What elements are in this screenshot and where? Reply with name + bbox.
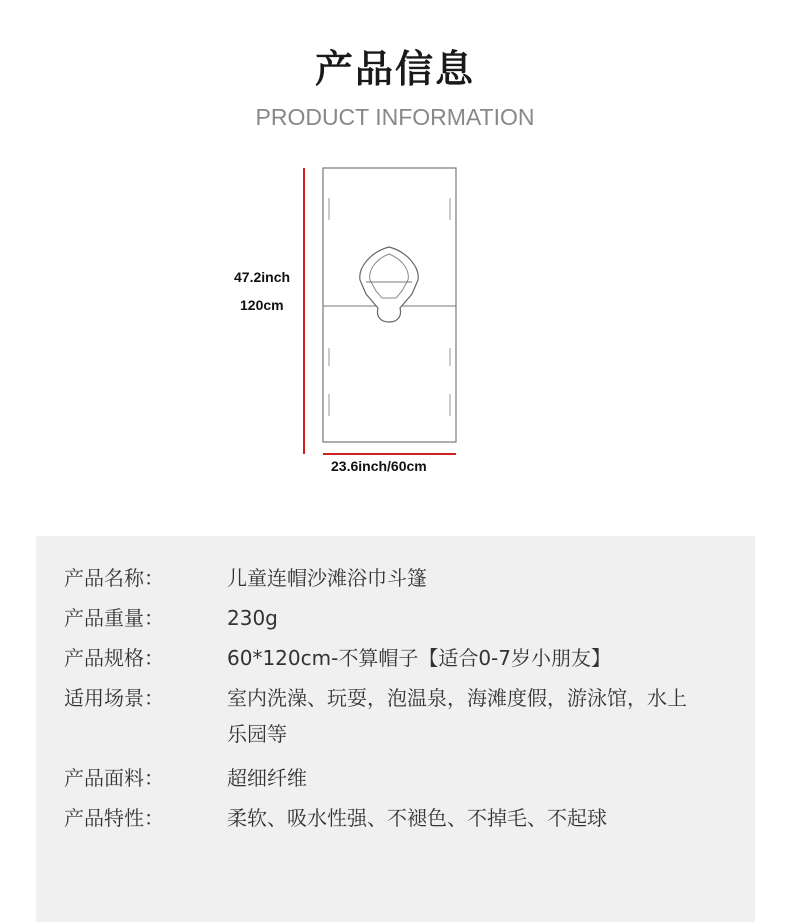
page-subtitle: PRODUCT INFORMATION: [255, 104, 535, 130]
info-value: 230g: [227, 606, 278, 630]
info-value: 60*120cm-不算帽子【适合0-7岁小朋友】: [227, 646, 611, 670]
towel-outline-drawing: [230, 158, 510, 498]
info-label: 产品重量：: [64, 606, 164, 630]
info-value: 儿童连帽沙滩浴巾斗篷: [227, 566, 427, 590]
info-value: 室内洗澡、玩耍，泡温泉，海滩度假，游泳馆，水上乐园等: [227, 686, 687, 746]
info-label: 产品特性：: [64, 806, 164, 830]
info-value: 超细纤维: [227, 766, 307, 790]
info-label: 产品规格：: [64, 646, 164, 670]
product-dimension-diagram: [230, 158, 510, 498]
info-label: 适用场景：: [64, 686, 164, 710]
height-label-inch: 47.2inch: [234, 269, 291, 285]
width-label: 23.6inch/60cm: [331, 458, 427, 474]
product-info-panel: [36, 536, 755, 922]
info-value: 柔软、吸水性强、不褪色、不掉毛、不起球: [227, 806, 607, 830]
height-label-cm: 120cm: [240, 297, 284, 313]
page-title: 产品信息: [314, 47, 475, 91]
hood-icon: [360, 247, 418, 322]
info-label: 产品面料：: [64, 766, 164, 790]
info-label: 产品名称：: [64, 566, 164, 590]
